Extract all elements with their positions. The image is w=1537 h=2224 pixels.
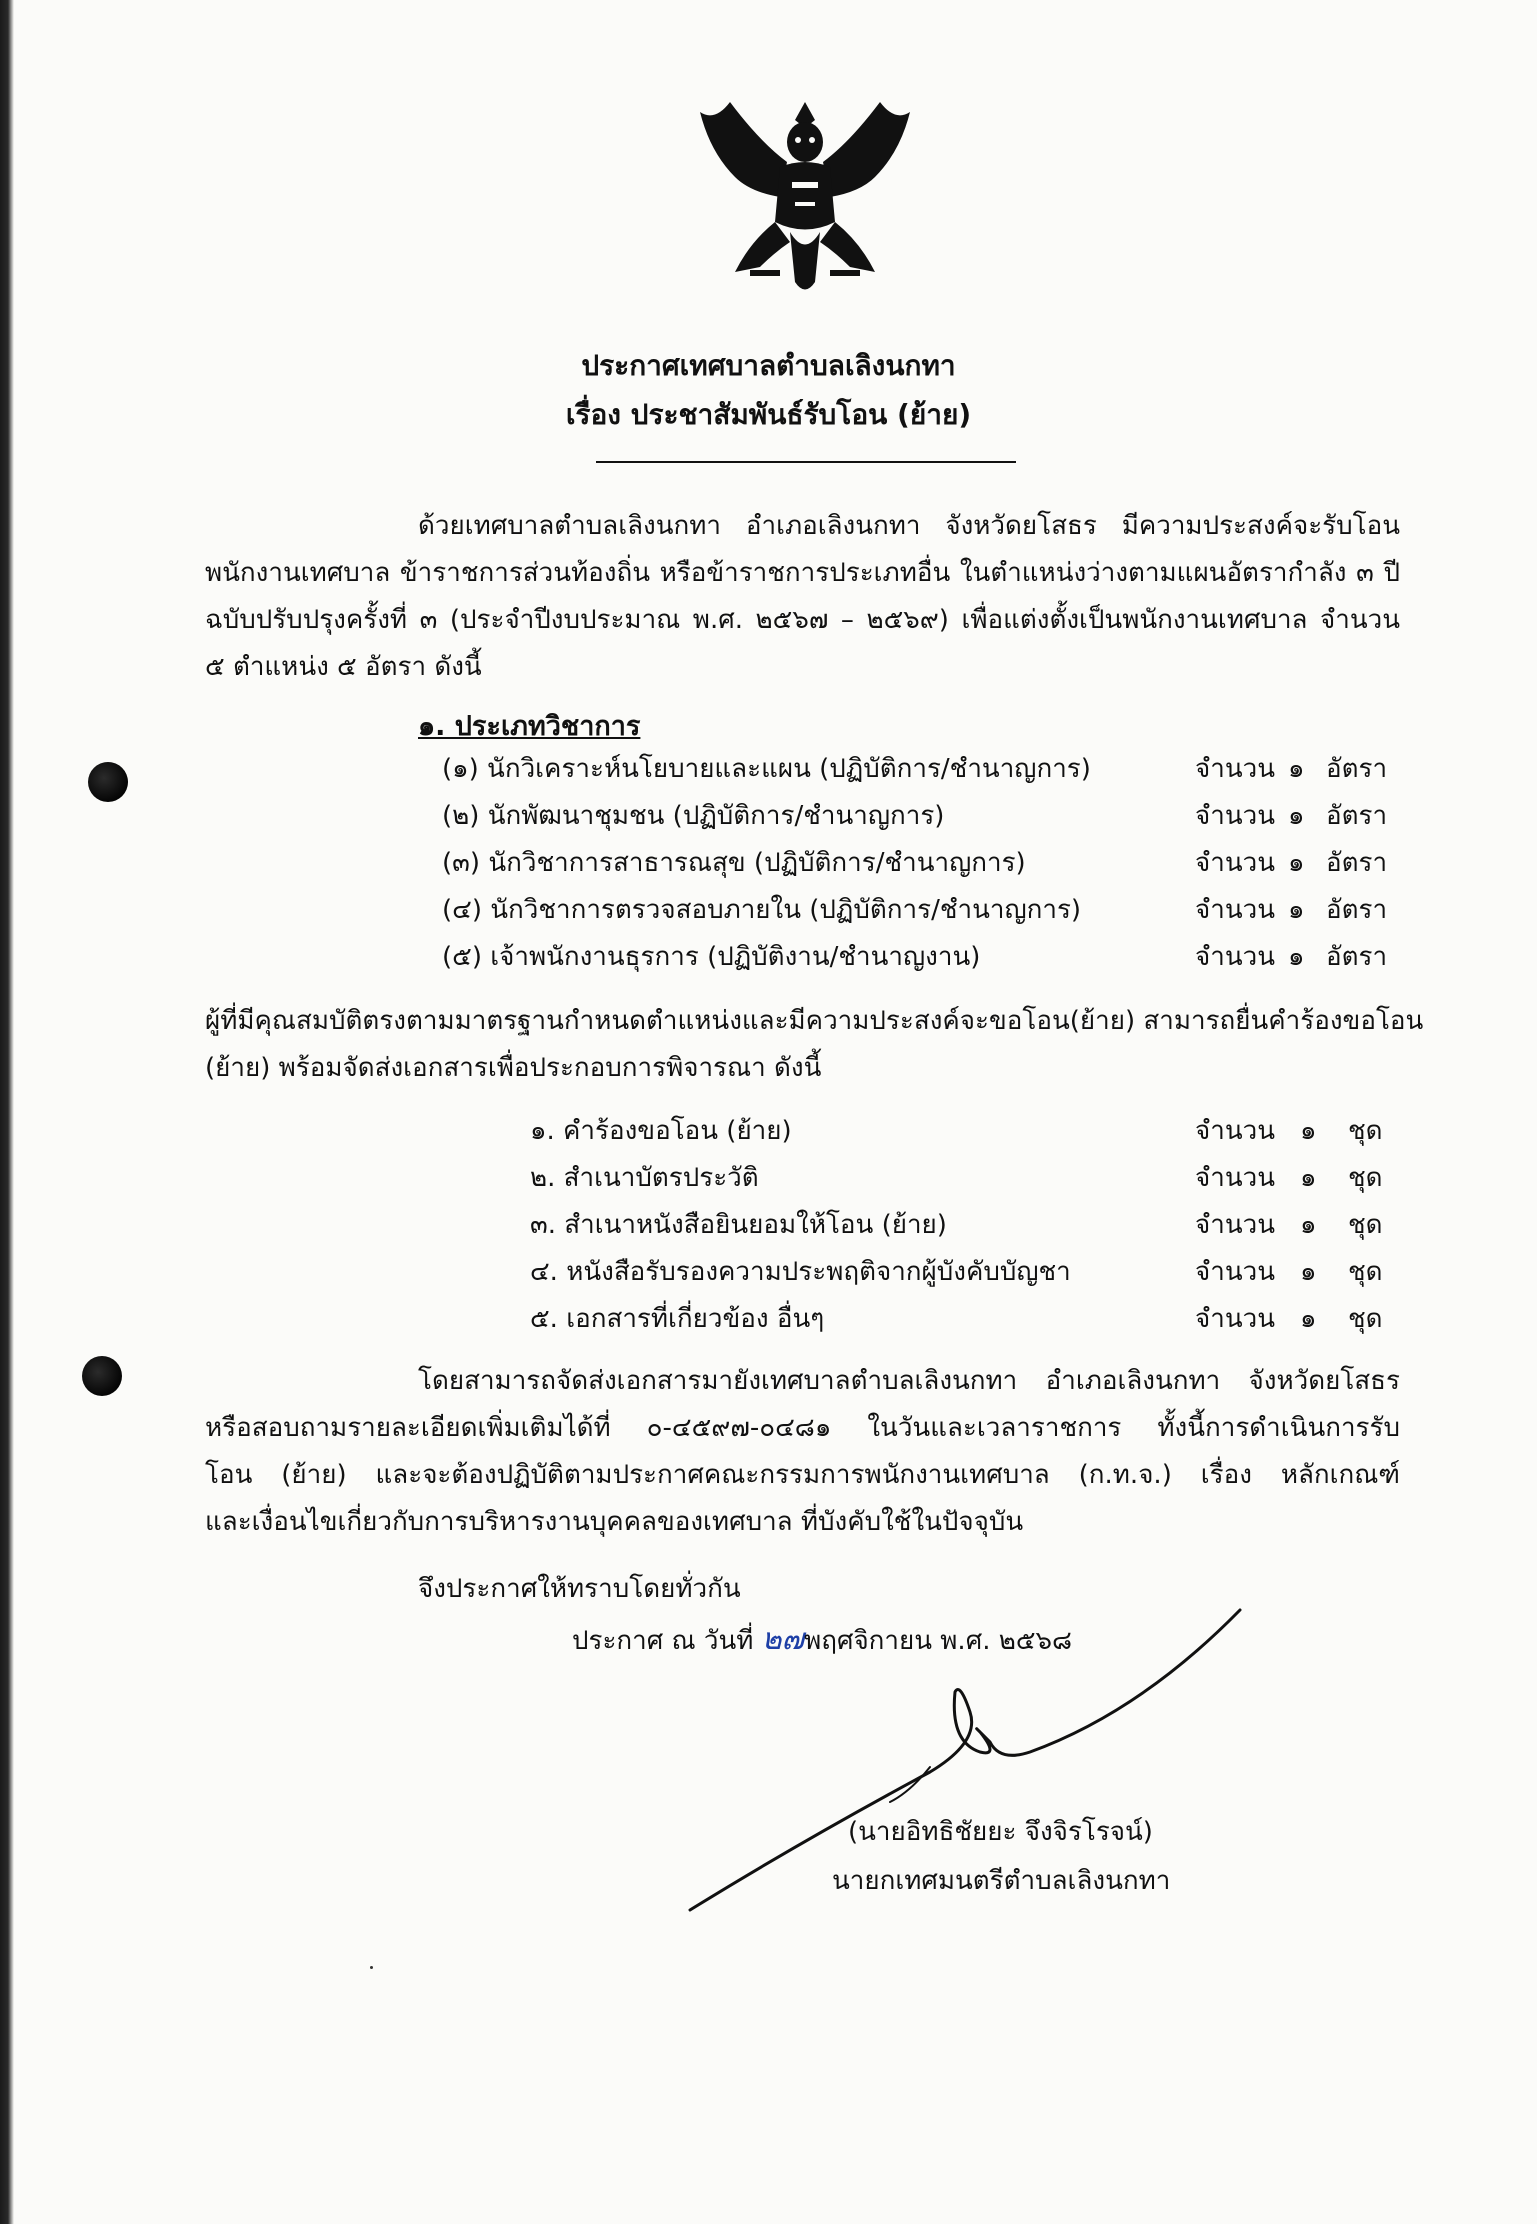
- scan-speck: [370, 1966, 373, 1969]
- count-label: จำนวน: [1195, 942, 1275, 972]
- list-item: ๑. คำร้องขอโอน (ย้าย): [530, 1116, 792, 1146]
- date-prefix: ประกาศ ณ วันที่: [572, 1626, 754, 1656]
- count-value: ๑: [1288, 942, 1305, 972]
- announcement-title: ประกาศเทศบาลตำบลเลิงนกทา: [581, 349, 956, 382]
- list-item: ๕. เอกสารที่เกี่ยวข้อง อื่นๆ: [530, 1304, 825, 1334]
- count-unit: อัตรา: [1326, 754, 1388, 784]
- count-label: จำนวน: [1195, 1210, 1275, 1240]
- count-unit: ชุด: [1348, 1257, 1383, 1287]
- list-item: (๕) เจ้าพนักงานธุรการ (ปฏิบัติงาน/ชำนาญงาน): [442, 942, 981, 972]
- count-unit: ชุด: [1348, 1304, 1383, 1334]
- submission-line-2: หรือสอบถามรายละเอียดเพิ่มเติมได้ที่ ๐-๔๕๙๗-๐๔๘๑ ในวันและเวลาราชการ ทั้งนี้การดำเนินการรับ: [205, 1413, 1400, 1443]
- count-value: ๑: [1288, 895, 1305, 925]
- count-unit: อัตรา: [1326, 942, 1388, 972]
- count-label: จำนวน: [1195, 1163, 1275, 1193]
- punch-hole: [82, 1356, 122, 1396]
- garuda-emblem-icon: [690, 82, 920, 312]
- list-item: (๑) นักวิเคราะห์นโยบายและแผน (ปฏิบัติการ/ชำนาญการ): [442, 754, 1091, 784]
- count-unit: อัตรา: [1326, 895, 1388, 925]
- date-day-handwritten: ๒๗: [761, 1622, 805, 1657]
- count-label: จำนวน: [1195, 754, 1275, 784]
- submission-line-1: โดยสามารถจัดส่งเอกสารมายังเทศบาลตำบลเลิงนกทา อำเภอเลิงนกทา จังหวัดยโสธร: [418, 1366, 1400, 1396]
- punch-hole: [88, 762, 128, 802]
- intro-line-2: พนักงานเทศบาล ข้าราชการส่วนท้องถิ่น หรือข้าราชการประเภทอื่น ในตำแหน่งว่างตามแผนอัตรากำลัง ๓ ปี: [205, 558, 1400, 588]
- count-value: ๑: [1300, 1210, 1317, 1240]
- list-item: (๓) นักวิชาการสาธารณสุข (ปฏิบัติการ/ชำนาญการ): [442, 848, 1026, 878]
- count-value: ๑: [1300, 1116, 1317, 1146]
- title-divider: [596, 461, 1016, 463]
- list-item: ๓. สำเนาหนังสือยินยอมให้โอน (ย้าย): [530, 1210, 947, 1240]
- signer-name: (นายอิทธิชัยยะ จึงจิรโรจน์): [848, 1817, 1153, 1847]
- list-item: ๒. สำเนาบัตรประวัติ: [530, 1163, 759, 1193]
- intro-line-1: ด้วยเทศบาลตำบลเลิงนกทา อำเภอเลิงนกทา จังหวัดยโสธร มีความประสงค์จะรับโอน: [418, 511, 1400, 541]
- intro-line-3: ฉบับปรับปรุงครั้งที่ ๓ (ประจำปีงบประมาณ พ.ศ. ๒๕๖๗ – ๒๕๖๙) เพื่อแต่งตั้งเป็นพนักงานเทศบาล จำนวน: [205, 605, 1400, 635]
- count-label: จำนวน: [1195, 1257, 1275, 1287]
- count-value: ๑: [1288, 801, 1305, 831]
- count-unit: ชุด: [1348, 1116, 1383, 1146]
- qualification-line-2: (ย้าย) พร้อมจัดส่งเอกสารเพื่อประกอบการพิจารณา ดังนี้: [205, 1053, 822, 1083]
- count-unit: ชุด: [1348, 1163, 1383, 1193]
- count-unit: ชุด: [1348, 1210, 1383, 1240]
- count-label: จำนวน: [1195, 1304, 1275, 1334]
- count-unit: อัตรา: [1326, 801, 1388, 831]
- list-item: (๒) นักพัฒนาชุมชน (ปฏิบัติการ/ชำนาญการ): [442, 801, 945, 831]
- count-value: ๑: [1300, 1163, 1317, 1193]
- signer-title: นายกเทศมนตรีตำบลเลิงนกทา: [832, 1866, 1171, 1896]
- submission-line-4: และเงื่อนไขเกี่ยวกับการบริหารงานบุคคลของเทศบาล ที่บังคับใช้ในปัจจุบัน: [205, 1507, 1024, 1537]
- section-heading: ๑. ประเภทวิชาการ: [418, 711, 641, 742]
- count-unit: อัตรา: [1326, 848, 1388, 878]
- submission-line-3: โอน (ย้าย) และจะต้องปฏิบัติตามประกาศคณะกรรมการพนักงานเทศบาล (ก.ท.จ.) เรื่อง หลักเกณฑ์: [205, 1460, 1400, 1490]
- announcement-subject: เรื่อง ประชาสัมพันธ์รับโอน (ย้าย): [565, 398, 972, 431]
- scan-edge-shadow: [0, 0, 14, 2224]
- count-label: จำนวน: [1195, 848, 1275, 878]
- list-item: (๔) นักวิชาการตรวจสอบภายใน (ปฏิบัติการ/ชำนาญการ): [442, 895, 1082, 925]
- list-item: ๔. หนังสือรับรองความประพฤติจากผู้บังคับบัญชา: [530, 1257, 1071, 1287]
- date-suffix: พฤศจิกายน พ.ศ. ๒๕๖๘: [804, 1626, 1073, 1656]
- count-value: ๑: [1288, 754, 1305, 784]
- count-value: ๑: [1300, 1304, 1317, 1334]
- count-label: จำนวน: [1195, 801, 1275, 831]
- closing-text: จึงประกาศให้ทราบโดยทั่วกัน: [418, 1574, 741, 1604]
- intro-line-4: ๕ ตำแหน่ง ๕ อัตรา ดังนี้: [205, 652, 482, 682]
- count-label: จำนวน: [1195, 1116, 1275, 1146]
- count-value: ๑: [1288, 848, 1305, 878]
- qualification-line-1: ผู้ที่มีคุณสมบัติตรงตามมาตรฐานกำหนดตำแหน่งและมีความประสงค์จะขอโอน(ย้าย) สามารถยื่นคำร้องขอโอน: [205, 1006, 1424, 1036]
- count-label: จำนวน: [1195, 895, 1275, 925]
- count-value: ๑: [1300, 1257, 1317, 1287]
